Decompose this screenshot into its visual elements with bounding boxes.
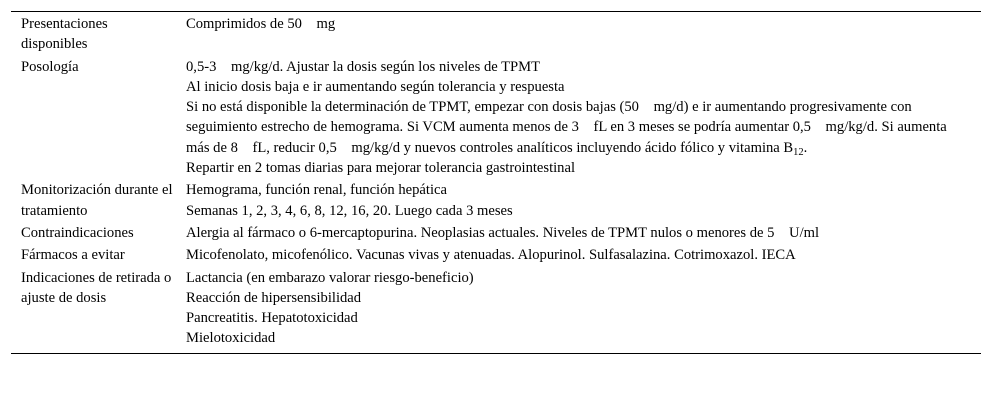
value-line: Hemograma, función renal, función hepática	[186, 182, 447, 199]
row-label: Posología	[21, 58, 79, 75]
row-label: Monitorización durante el tratamiento	[21, 182, 173, 219]
value-line: Al inicio dosis baja e ir aumentando según tolerancia y respuesta	[186, 78, 565, 95]
value-line: Lactancia (en embarazo valorar riesgo-beneficio)	[186, 269, 474, 286]
value-line: Alergia al fármaco o 6-mercaptopurina. Neoplasias actuales. Niveles de TPMT nulos o menores de 5 U/ml	[186, 224, 820, 241]
value-line: Semanas 1, 2, 3, 4, 6, 8, 12, 16, 20. Luego cada 3 meses	[186, 202, 513, 219]
value-line: Mielotoxicidad	[186, 330, 276, 347]
row-label: Presentaciones disponibles	[21, 16, 108, 53]
value-line: 0,5-3 mg/kg/d. Ajustar la dosis según los niveles de TPMT	[186, 58, 541, 75]
value-line: Comprimidos de 50 mg	[186, 16, 336, 32]
table-row-presentaciones	[11, 14, 981, 55]
table-row-indicaciones-retirada	[11, 268, 981, 349]
table-row-farmacos-evitar	[11, 245, 981, 265]
row-label: Indicaciones de retirada o ajuste de dosis	[21, 269, 172, 306]
value-text: Si no está disponible la determinación de TPMT, empezar con dosis bajas (50 mg/d) e ir aumentando progresivamente con seguimiento estrecho de hemograma. Si VCM aumenta menos de 3 fL en 3 meses se podría aumentar 0,5 mg/kg/d. Si aumenta más de 8 fL, reducir 0,5 mg/kg/d y nuevos controles analíticos incluyendo ácido fólico y vitamina B	[186, 99, 951, 156]
row-value	[176, 180, 981, 221]
row-label: Contraindicaciones	[21, 224, 134, 241]
table-row-monitorizacion	[11, 180, 981, 221]
row-value	[176, 14, 981, 55]
table-row-posologia	[11, 57, 981, 179]
subscript-12: 12	[793, 146, 804, 158]
value-line: Reacción de hipersensibilidad	[186, 289, 362, 306]
row-value	[176, 268, 981, 349]
value-line: Micofenolato, micofenólico. Vacunas vivas y atenuadas. Alopurinol. Sulfasalazina. Cotrimoxazol. IECA	[186, 247, 796, 264]
value-line: Repartir en 2 tomas diarias para mejorar tolerancia gastrointestinal	[186, 160, 576, 177]
value-paragraph	[186, 97, 961, 158]
row-label: Fármacos a evitar	[21, 247, 125, 264]
table-row-contraindicaciones	[11, 223, 981, 243]
value-line: Pancreatitis. Hepatotoxicidad	[186, 310, 358, 327]
row-value	[176, 223, 981, 243]
row-value	[176, 57, 981, 179]
row-value	[176, 245, 981, 265]
value-text-tail: .	[803, 139, 808, 156]
drug-info-table	[11, 11, 981, 354]
